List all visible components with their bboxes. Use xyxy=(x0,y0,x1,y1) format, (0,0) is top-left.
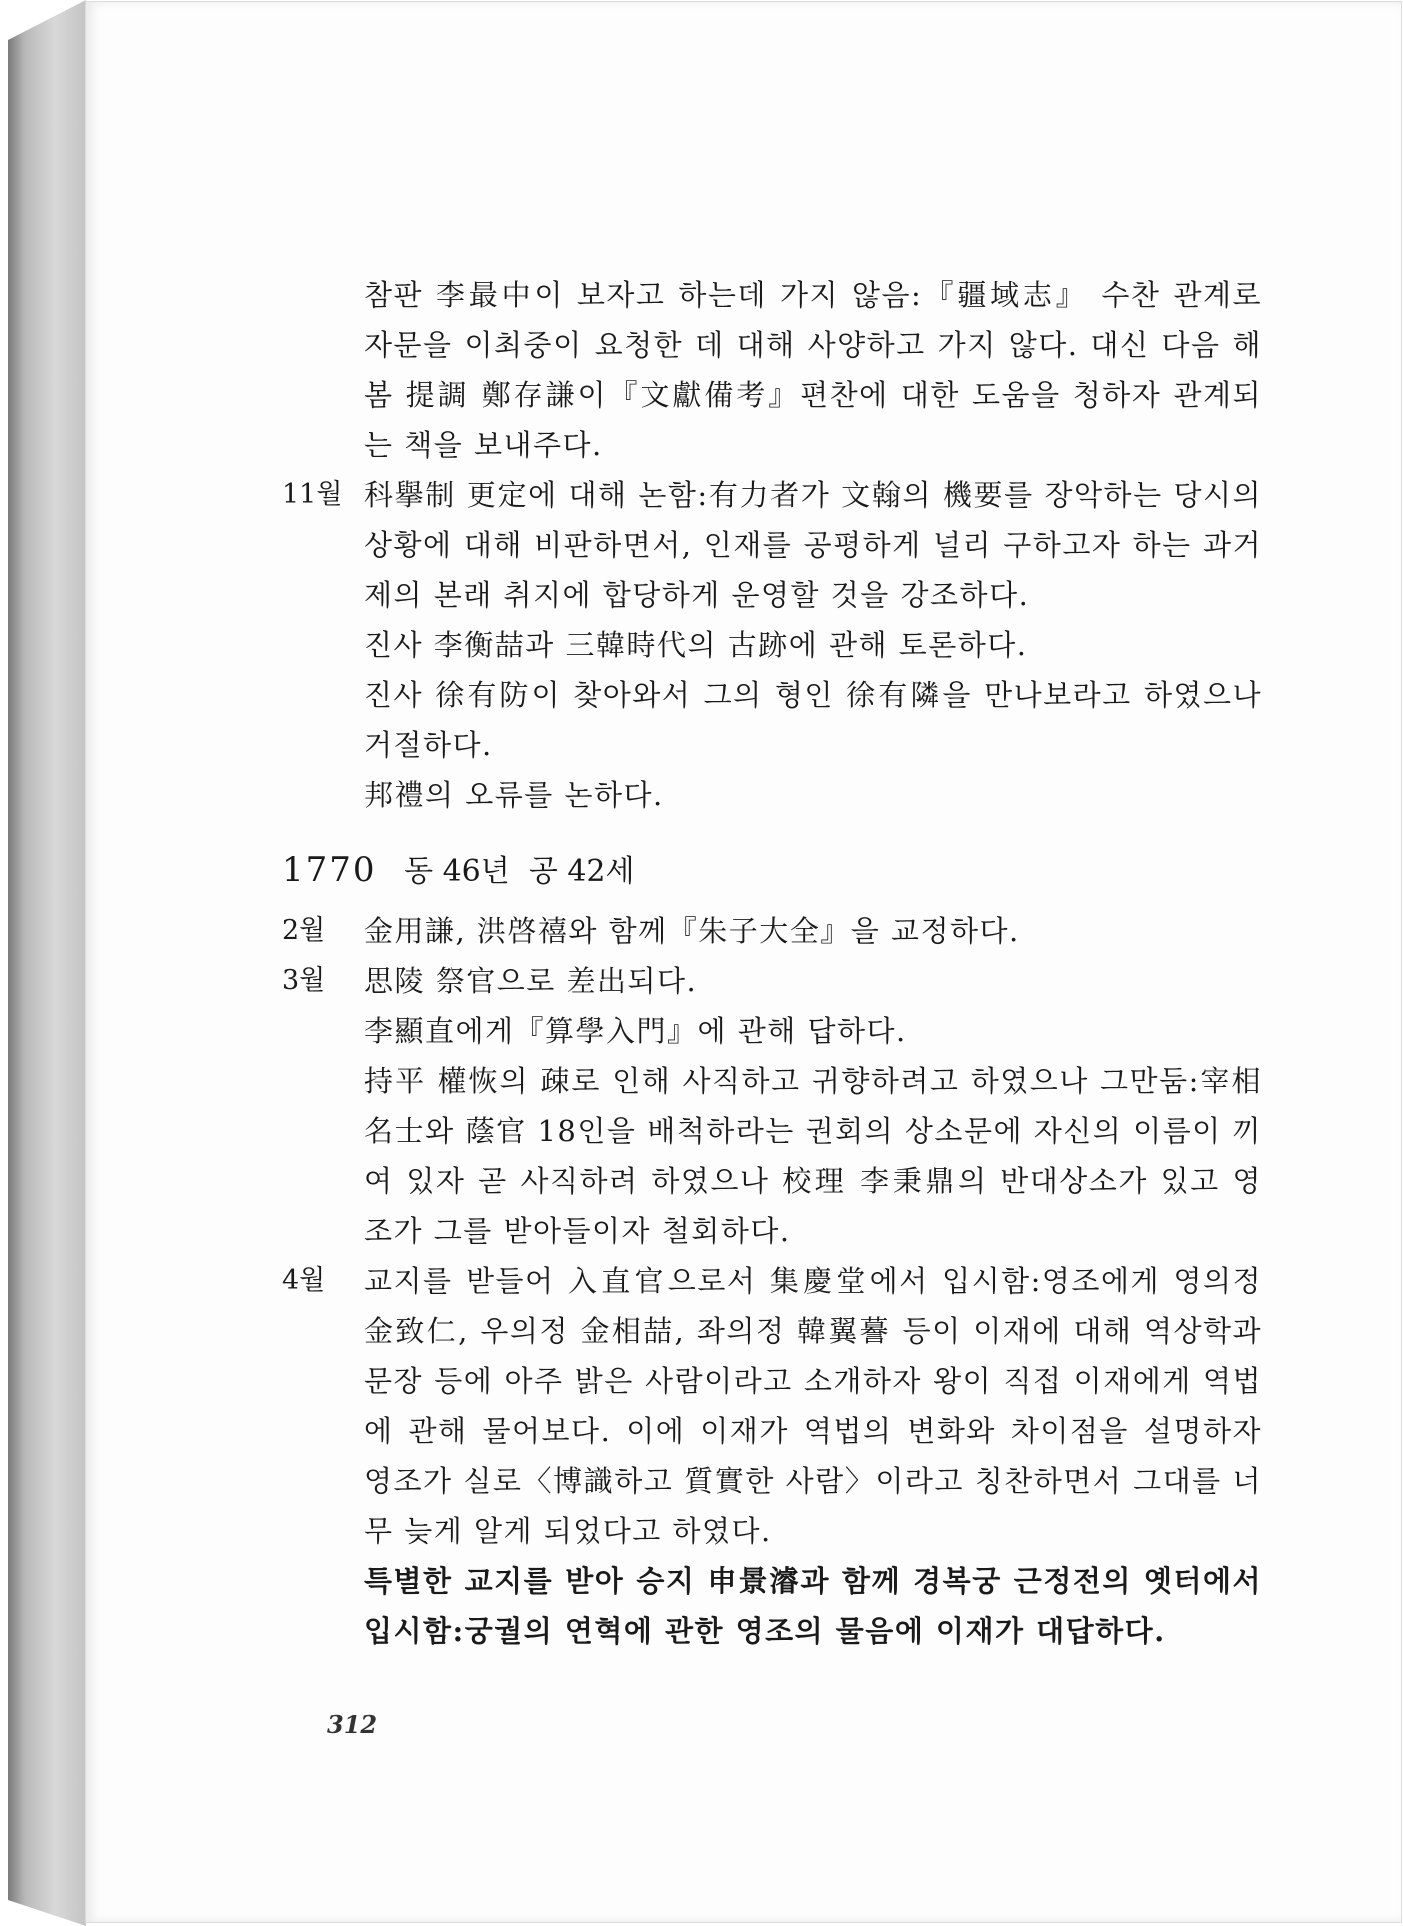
entry-april xyxy=(282,1256,1262,1656)
entry-november xyxy=(282,470,1262,820)
entry-item: 특별한 교지를 받아 승지 申景濬과 함께 경복궁 근정전의 옛터에서 입시함:궁궐의 연혁에 관한 영조의 물음에 이재가 대답하다. xyxy=(364,1564,1262,1648)
entry-item: 金用謙, 洪啓禧와 함께『朱子大全』을 교정하다. xyxy=(364,914,1020,948)
page-body xyxy=(282,270,1262,1656)
entry-item: 李顯直에게『算學入門』에 관해 답하다. xyxy=(364,1014,907,1048)
year-heading xyxy=(282,842,1262,900)
year-detail: 동 46년 공 42세 xyxy=(404,854,635,889)
year-number: 1770 xyxy=(282,850,377,890)
month-label: 4월 xyxy=(282,1265,326,1296)
month-label: 2월 xyxy=(282,915,326,946)
entry-item: 진사 徐有防이 찾아와서 그의 형인 徐有隣을 만나보라고 하였으나 거절하다. xyxy=(364,678,1262,762)
page-number: 312 xyxy=(327,1710,378,1739)
entry-february xyxy=(282,906,1262,956)
entry-item: 思陵 祭官으로 差出되다. xyxy=(364,964,698,998)
entry-item: 교지를 받들어 入直官으로서 集慶堂에서 입시함:영조에게 영의정 金致仁, 우의정 金相喆, 좌의정 韓翼謩 등이 이재에 대해 역상학과 문장 등에 아주 밝은 사람이라고 소개하자 왕이 직접 이재에게 역법에 관해 물어보다. 이에 이재가 역법의 변화와 차이점을 설명하자 영조가 실로〈博識하고 質實한 사람〉이라고 칭찬하면서 그대를 너무 늦게 알게 되었다고 하였다. xyxy=(364,1264,1262,1548)
month-label: 11월 xyxy=(282,479,343,510)
entry-item: 持平 權恢의 疎로 인해 사직하고 귀향하려고 하였으나 그만둠:宰相 名士와 蔭官 18인을 배척하라는 권회의 상소문에 자신의 이름이 끼여 있자 곧 사직하려 하였으나 校理 李秉鼎의 반대상소가 있고 영조가 그를 받아들이자 철회하다. xyxy=(364,1064,1262,1248)
entry-item: 진사 李衡喆과 三韓時代의 古跡에 관해 토론하다. xyxy=(364,628,1028,662)
entry-item: 科擧制 更定에 대해 논함:有力者가 文翰의 機要를 장악하는 당시의 상황에 대해 비판하면서, 인재를 공평하게 널리 구하고자 하는 과거제의 본래 취지에 합당하게 운영할 것을 강조하다. xyxy=(364,478,1262,612)
entry-march xyxy=(282,956,1262,1256)
book-spine xyxy=(8,0,86,1926)
month-label: 3월 xyxy=(282,965,326,996)
entry-item: 邦禮의 오류를 논하다. xyxy=(364,778,664,812)
intro-paragraph: 참판 李最中이 보자고 하는데 가지 않음:『疆域志』 수찬 관계로 자문을 이최중이 요청한 데 대해 사양하고 가지 않다. 대신 다음 해 봄 提調 鄭存謙이『文獻備考』편찬에 대한 도움을 청하자 관계되는 책을 보내주다. xyxy=(364,278,1262,462)
